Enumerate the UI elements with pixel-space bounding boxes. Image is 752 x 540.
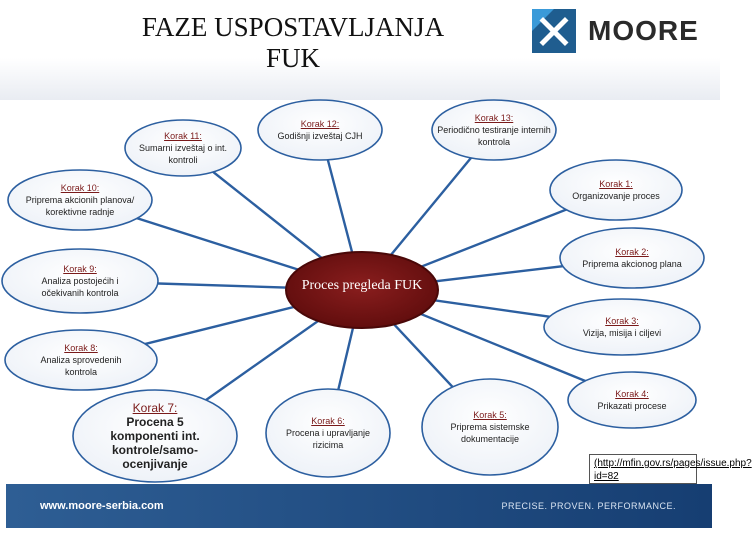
step-number: Korak 12: <box>300 119 340 129</box>
step-text: Priprema akcionog plana <box>582 259 682 269</box>
step-number: Korak 10: <box>60 183 100 193</box>
step-text: Vizija, misija i ciljevi <box>582 328 662 338</box>
step-label-8 <box>562 315 682 339</box>
step-label-5 <box>25 182 135 218</box>
step-text: Procena 5 komponenti int. kontrole/samo-ocenjivanje <box>110 415 200 471</box>
slide-title: FAZE USPOSTAVLJANJA FUK <box>141 12 445 73</box>
step-label-3 <box>128 130 238 166</box>
footer-bar <box>6 484 712 528</box>
step-text: Prikazati procese <box>597 401 667 411</box>
step-text: Analiza postojećih i očekivanih kontrola <box>41 276 119 298</box>
step-text: Godišnji izveštaj CJH <box>277 131 363 141</box>
step-text: Priprema akcionih planova/ korektivne radnje <box>25 195 135 217</box>
step-number: Korak 2: <box>615 247 649 257</box>
step-label-4 <box>561 178 671 202</box>
step-number: Korak 7: <box>132 401 178 415</box>
step-text: Analiza sprovedenih kontrola <box>40 355 122 377</box>
logo-text: MOORE <box>588 15 699 46</box>
step-number: Korak 3: <box>605 316 639 326</box>
step-number: Korak 5: <box>473 410 507 420</box>
step-number: Korak 11: <box>164 131 202 141</box>
step-label-12 <box>270 415 386 451</box>
step-number: Korak 8: <box>64 343 98 353</box>
step-label-1 <box>260 118 380 142</box>
step-text: Priprema sistemske dokumentacije <box>450 422 530 444</box>
footer-tagline: PRECISE. PROVEN. PERFORMANCE. <box>501 501 676 511</box>
step-label-7 <box>19 263 141 299</box>
step-label-2 <box>434 112 554 148</box>
center-label: Proces pregleda FUK <box>301 278 423 293</box>
step-number: Korak 1: <box>599 179 633 189</box>
step-text: Organizovanje proces <box>572 191 660 201</box>
step-label-6 <box>577 246 687 270</box>
step-number: Korak 6: <box>311 416 345 426</box>
step-text: Procena i upravljanje rizicima <box>285 428 371 450</box>
step-number: Korak 4: <box>615 389 649 399</box>
step-label-13 <box>435 409 545 445</box>
step-number: Korak 13: <box>474 113 514 123</box>
source-link[interactable]: (http://mfin.gov.rs/pages/issue.php?id=82 <box>589 454 697 484</box>
footer-url[interactable]: www.moore-serbia.com <box>40 500 164 512</box>
step-number: Korak 9: <box>63 264 97 274</box>
step-text: Sumarni izveštaj o int. kontroli <box>138 143 228 165</box>
step-label-9 <box>26 342 136 378</box>
step-label-10 <box>577 388 687 412</box>
step-text: Periodično testiranje internih kontrola <box>437 125 551 147</box>
step-label-11 <box>96 401 214 471</box>
